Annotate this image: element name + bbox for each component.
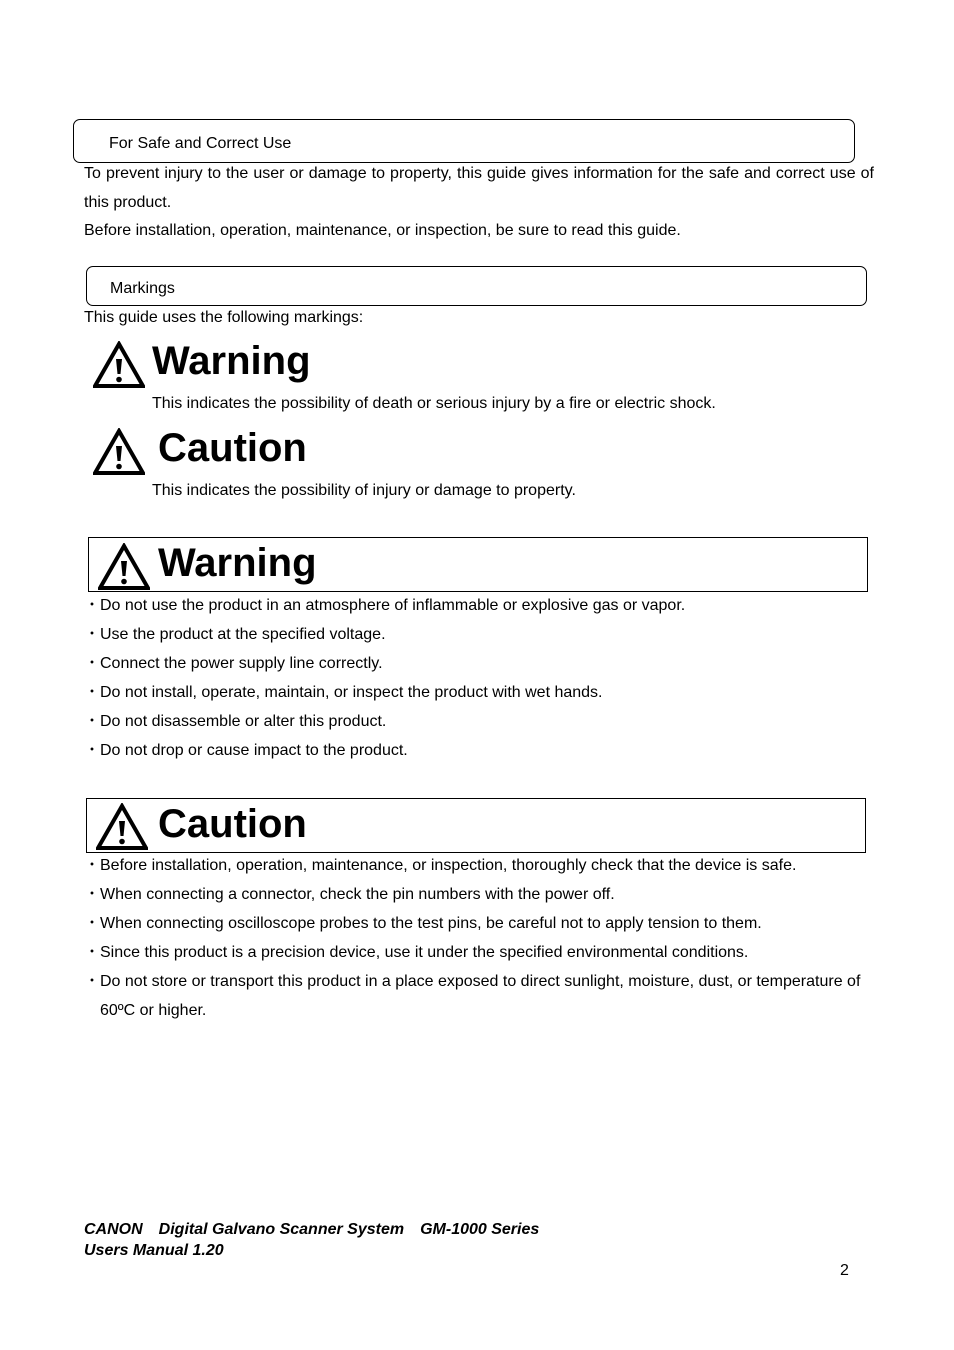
caution-section-header (86, 798, 866, 853)
caution-list (84, 851, 874, 1025)
warning-triangle-icon (96, 803, 148, 850)
marking-warning-description: This indicates the possibility of death or serious injury by a fire or electric shock. (152, 395, 716, 412)
list-item: ・ When connecting a connector, check the pin numbers with the power off. (84, 886, 615, 903)
footer-manual-version: Users Manual 1.20 (84, 1242, 224, 1259)
caution-section-title: Caution (158, 802, 307, 846)
marking-caution-description: This indicates the possibility of injury or damage to property. (152, 482, 576, 499)
list-item: ・ Connect the power supply line correctly. (84, 655, 383, 672)
list-item: ・ Since this product is a precision device, use it under the specified environmental conditions. (84, 944, 749, 961)
marking-warning-word: Warning (152, 339, 311, 383)
warning-triangle-icon (93, 428, 145, 475)
list-item: ・ Do not store or transport this product in a place exposed to direct sunlight, moisture, dust, or temperature of 60ºC or higher. (84, 973, 861, 1019)
markings-intro: This guide uses the following markings: (84, 309, 364, 326)
warning-triangle-icon (98, 543, 150, 590)
list-item: ・ Do not install, operate, maintain, or inspect the product with wet hands. (84, 684, 603, 701)
safe-use-heading-box (73, 119, 855, 163)
safe-use-paragraph-1: To prevent injury to the user or damage to property, this guide gives information for the safe and correct use of this product. (84, 165, 874, 211)
list-item: ・ Before installation, operation, maintenance, or inspection, thoroughly check that the device is safe. (84, 857, 797, 874)
list-item: ・ Do not use the product in an atmosphere of inflammable or explosive gas or vapor. (84, 597, 686, 614)
warning-triangle-icon (93, 341, 145, 388)
markings-heading-box (86, 266, 867, 306)
list-item: ・ Use the product at the specified voltage. (84, 626, 386, 643)
safe-use-heading: For Safe and Correct Use (109, 135, 292, 152)
footer-product-line: CANON Digital Galvano Scanner System GM-1000 Series (84, 1221, 540, 1238)
list-item: ・ When connecting oscilloscope probes to the test pins, be careful not to apply tension to them. (84, 915, 762, 932)
warning-section-title: Warning (158, 541, 317, 585)
list-item: ・ Do not disassemble or alter this product. (84, 713, 387, 730)
page-number: 2 (840, 1262, 849, 1279)
list-item: ・ Do not drop or cause impact to the product. (84, 742, 408, 759)
warning-section-header (88, 537, 868, 592)
safe-use-paragraph-2: Before installation, operation, maintenance, or inspection, be sure to read this guide. (84, 222, 681, 239)
marking-caution-word: Caution (158, 426, 307, 470)
warning-list (84, 591, 874, 765)
markings-heading: Markings (110, 280, 175, 297)
